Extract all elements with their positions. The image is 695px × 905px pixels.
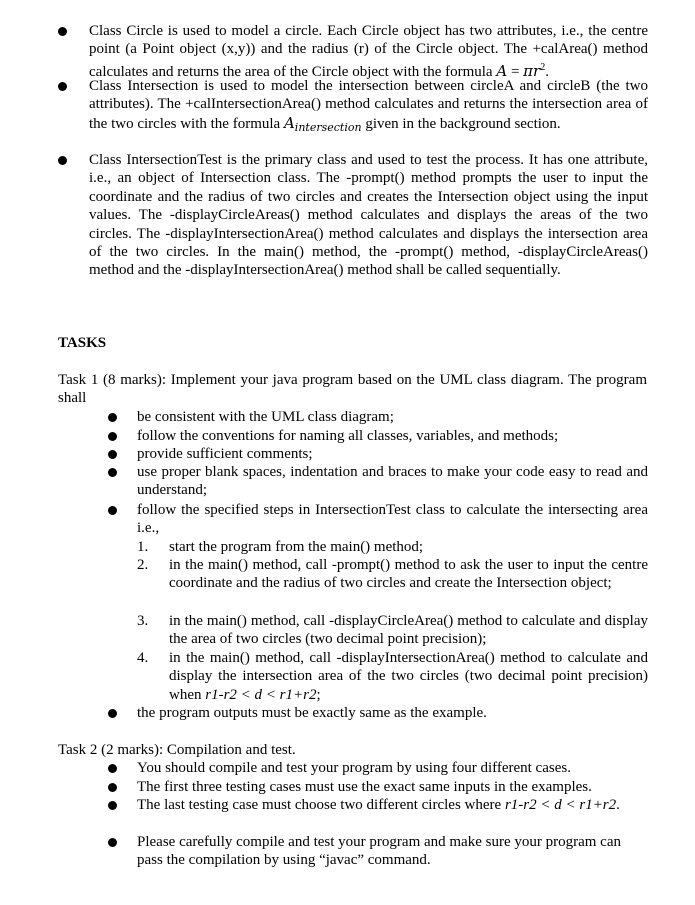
task1-bullet: provide sufficient comments;: [108, 445, 648, 463]
formula-area-lhs: A: [496, 61, 508, 80]
bullet-circle-class: [58, 22, 648, 81]
task1-bullet: be consistent with the UML class diagram;: [108, 408, 648, 426]
task1-step: 2. in the main() method, call -prompt() method to ask the user to input the centre coordinate and the radius of two circles and create the Intersection object;: [137, 557, 648, 592]
task2-bullet: The first three testing cases must use the exact same inputs in the examples.: [108, 778, 648, 796]
task1-intro: Task 1 (8 marks): Implement your java program based on the UML class diagram. The program shall: [58, 372, 647, 407]
task2-bullet: The last testing case must choose two different circles where r1-r2 < d < r1+r2.: [108, 796, 648, 814]
condition-expression: r1-r2 < d < r1+r2: [205, 686, 317, 703]
task1-bullet: follow the specified steps in IntersectionTest class to calculate the intersecting area i.e.,: [108, 501, 648, 538]
bullet-dot: [58, 156, 67, 165]
bullet-intersection-class: [58, 77, 648, 137]
bullet-intersectiontest-class: [58, 151, 648, 280]
bullet-dot: [108, 709, 117, 718]
task1-bullet: the program outputs must be exactly same as the example.: [108, 704, 648, 722]
bullet-text: Class Intersection is used to model the intersection between circleA and circleB (the two attributes). The +calIntersectionArea() method calculates and returns the intersection area of the two circles with the formula $A_{intersection}$ given in the background section.: [89, 78, 648, 134]
bullet-dot: [108, 783, 117, 792]
bullet-dot: [108, 801, 117, 810]
task1-step: 1. start the program from the main() method;: [137, 539, 424, 555]
bullet-text: Class Circle is used to model a circle. Each Circle object has two attributes, i.e., the centre point (a Point object (x,y)) and the radius (r) of the Circle object. The +calArea() method calculates and returns the area of the Circle object with the formula $A = \pi r^2$.: [89, 23, 648, 80]
bullet-dot: [58, 82, 67, 91]
task2-intro: Task 2 (2 marks): Compilation and test.: [58, 742, 296, 758]
bullet-dot: [58, 27, 67, 36]
task1-step: 3. in the main() method, call -displayCircleArea() method to calculate and display the area of two circles (two decimal point precision);: [137, 613, 648, 648]
bullet-dot: [108, 468, 117, 477]
task2-bullet: Please carefully compile and test your program and make sure your program can pass the compilation by using “javac” command.: [108, 833, 648, 870]
bullet-dot: [108, 413, 117, 422]
bullet-dot: [108, 506, 117, 515]
condition-expression: r1-r2 < d < r1+r2: [504, 797, 617, 813]
task1-step: 4. in the main() method, call -displayIntersectionArea() method to calculate and display the intersection area of the two circles (two decimal point precision) when r1-r2 < d < r1+r2;: [137, 650, 648, 703]
formula-intersection: A: [283, 113, 295, 132]
task2-bullet: You should compile and test your program by using four different cases.: [108, 759, 648, 777]
bullet-text: Class IntersectionTest is the primary class and used to test the process. It has one attribute, i.e., an object of Intersection class. The -prompt() method prompts the user to input the coordinate and the radius of two circles and creates the Intersection object using the input values. The -displayCircleAreas() method calculates and displays the areas of the two circles. The -displayIntersectionArea() method calculates and displays the intersection area of the two circles. In the main() method, the -prompt() method, -displayCircleAreas() method and the -displayIntersectionArea() method shall be called sequentially.: [89, 152, 648, 279]
bullet-dot: [108, 838, 117, 847]
task1-bullet: use proper blank spaces, indentation and braces to make your code easy to read and understand;: [108, 463, 648, 500]
bullet-dot: [108, 432, 117, 441]
tasks-heading: TASKS: [58, 335, 107, 351]
task1-bullet: follow the conventions for naming all classes, variables, and methods;: [108, 427, 648, 445]
bullet-dot: [108, 764, 117, 773]
bullet-dot: [108, 450, 117, 459]
